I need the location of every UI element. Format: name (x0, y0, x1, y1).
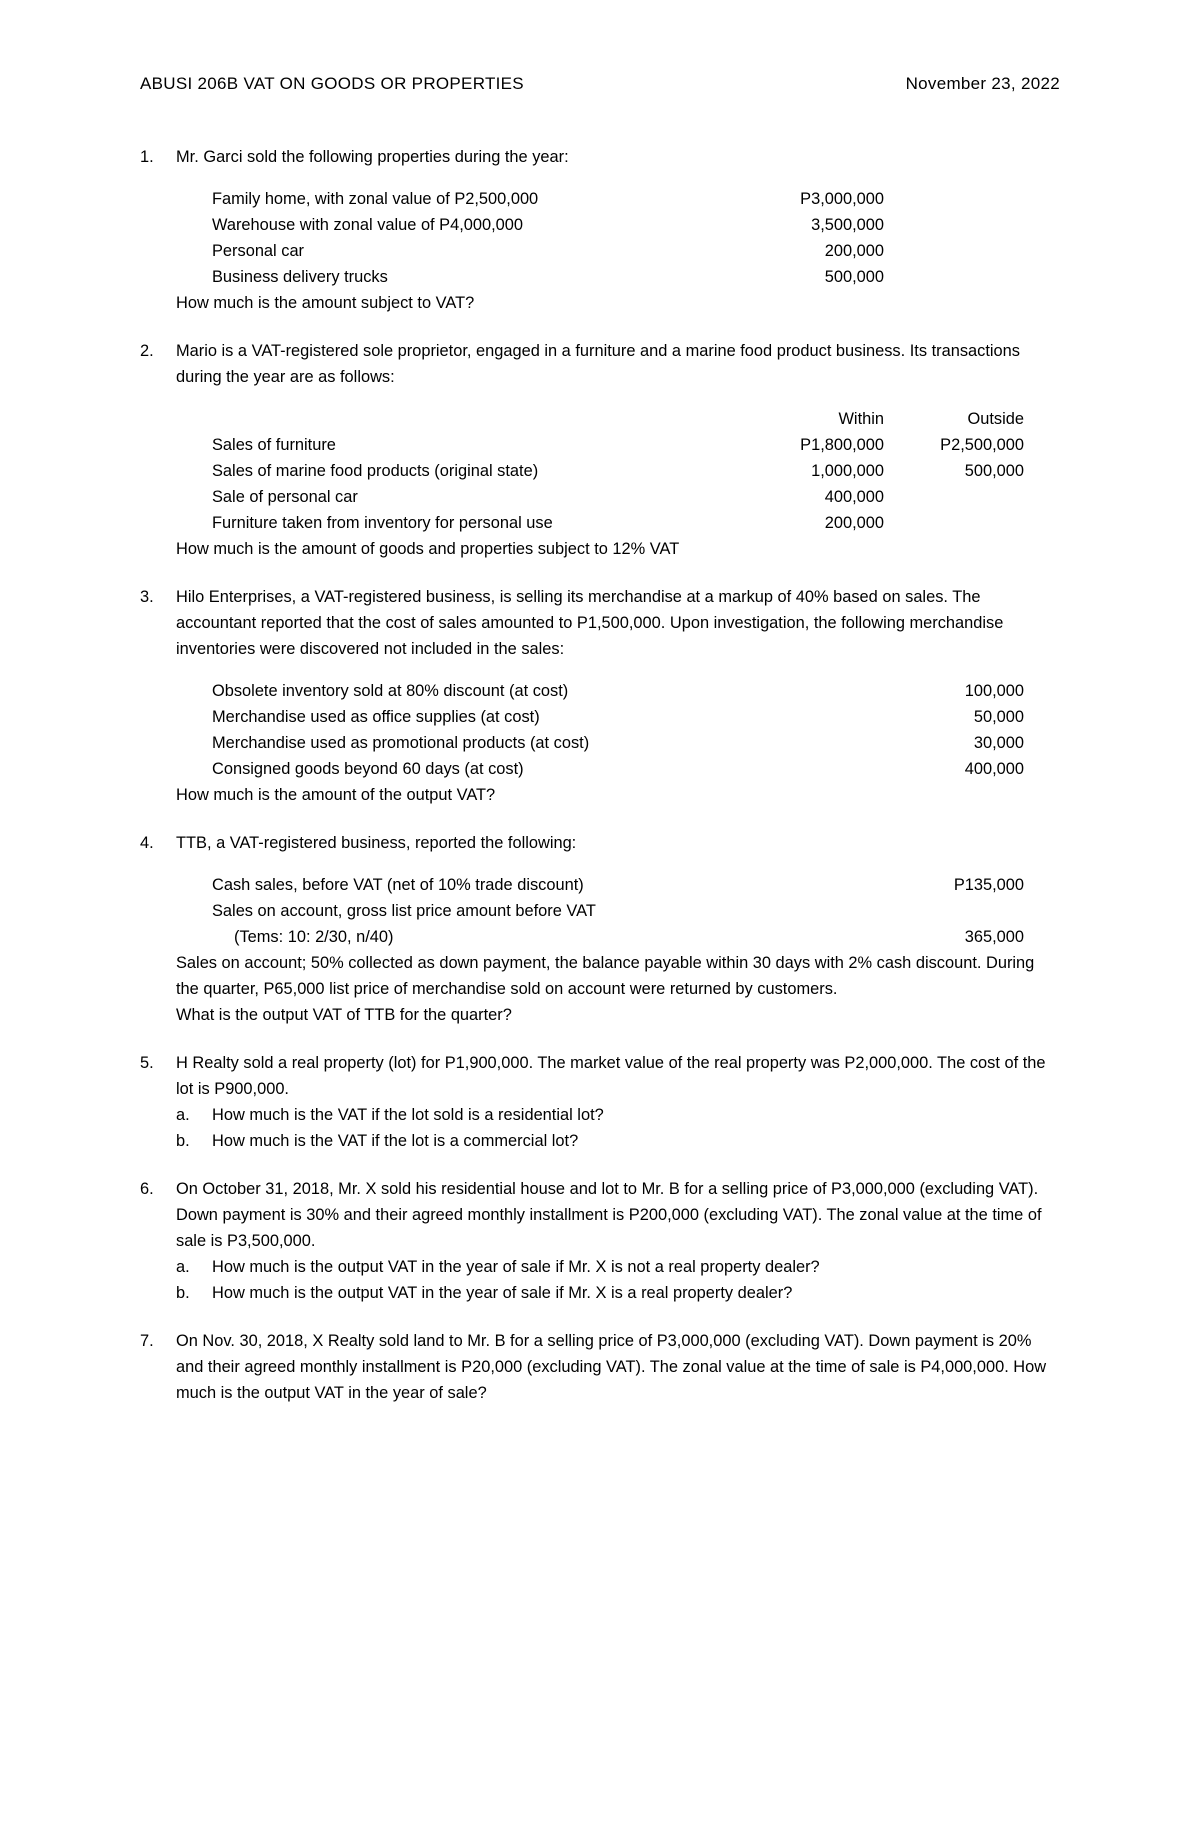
question-prompt: How much is the amount of the output VAT? (176, 786, 496, 804)
question-number: 3. (140, 588, 154, 606)
document-title: ABUSI 206B VAT ON GOODS OR PROPERTIES (140, 74, 524, 93)
table-row: Business delivery trucks 500,000 (212, 268, 884, 286)
sub-question: b. How much is the VAT if the lot is a commercial lot? (176, 1132, 579, 1150)
question-number: 2. (140, 342, 154, 360)
question-3 (140, 584, 1060, 808)
question-text: Mario is a VAT-registered sole proprietor, engaged in a furniture and a marine food product business. Its transactions during the year are as follows: (176, 342, 1020, 386)
page-header (140, 74, 1060, 94)
inventories-table (212, 678, 1060, 782)
sub-question: a. How much is the VAT if the lot sold is a residential lot? (176, 1106, 604, 1124)
question-number: 5. (140, 1054, 154, 1072)
table-row: Furniture taken from inventory for personal use 200,000 (212, 514, 884, 532)
table-row: Consigned goods beyond 60 days (at cost) 400,000 (212, 760, 1024, 778)
question-prompt: What is the output VAT of TTB for the quarter? (176, 1006, 512, 1024)
question-list (140, 144, 1060, 1428)
question-number: 7. (140, 1332, 154, 1350)
question-text: H Realty sold a real property (lot) for P1,900,000. The market value of the real property was P2,000,000. The cost of the lot is P900,000. (176, 1054, 1046, 1098)
table-row: (Tems: 10: 2/30, n/40) 365,000 (234, 928, 1024, 946)
question-5 (140, 1050, 1060, 1154)
question-1 (140, 144, 1060, 316)
table-row: Personal car 200,000 (212, 242, 884, 260)
table-row: Family home, with zonal value of P2,500,000 P3,000,000 (212, 190, 884, 208)
question-prompt: How much is the amount of goods and properties subject to 12% VAT (176, 540, 680, 558)
question-number: 6. (140, 1180, 154, 1198)
sub-question: a. How much is the output VAT in the year of sale if Mr. X is not a real property dealer? (176, 1258, 820, 1276)
question-text: On Nov. 30, 2018, X Realty sold land to Mr. B for a selling price of P3,000,000 (excluding VAT). Down payment is 20% and their agreed monthly installment is P20,000 (excluding VAT). The zonal value at the time of sale is P4,000,000. How much is the output VAT in the year of sale? (176, 1332, 1047, 1402)
question-text: Mr. Garci sold the following properties during the year: (176, 148, 569, 166)
column-header-within: Within (838, 410, 884, 428)
table-row: Sales of marine food products (original state) 1,000,000 500,000 (212, 462, 1024, 480)
table-row: Warehouse with zonal value of P4,000,000 3,500,000 (212, 216, 884, 234)
table-row: Cash sales, before VAT (net of 10% trade discount) P135,000 (212, 876, 1024, 894)
question-6 (140, 1176, 1060, 1306)
question-number: 1. (140, 148, 154, 166)
table-row: Merchandise used as promotional products (at cost) 30,000 (212, 734, 1024, 752)
sales-table (212, 872, 1060, 950)
properties-table (212, 186, 1060, 290)
column-header-outside: Outside (967, 410, 1024, 428)
table-row: Obsolete inventory sold at 80% discount (at cost) 100,000 (212, 682, 1024, 700)
table-row: Sale of personal car 400,000 (212, 488, 884, 506)
table-row: Sales of furniture P1,800,000 P2,500,000 (212, 436, 1024, 454)
question-text: On October 31, 2018, Mr. X sold his residential house and lot to Mr. B for a selling price of P3,000,000 (excluding VAT). Down payment is 30% and their agreed monthly installment is P200,000 (excluding VAT). The zonal value at the time of sale is P3,500,000. (176, 1180, 1042, 1250)
question-text: TTB, a VAT-registered business, reported the following: (176, 834, 577, 852)
question-4 (140, 830, 1060, 1028)
question-note: Sales on account; 50% collected as down payment, the balance payable within 30 days with 2% cash discount. During the quarter, P65,000 list price of merchandise sold on account were returned by customers. (176, 954, 1035, 998)
document-date: November 23, 2022 (905, 74, 1060, 93)
question-prompt: How much is the amount subject to VAT? (176, 294, 475, 312)
question-2 (140, 338, 1060, 562)
question-number: 4. (140, 834, 154, 852)
table-row: Sales on account, gross list price amount before VAT (212, 902, 596, 920)
sub-question: b. How much is the output VAT in the year of sale if Mr. X is a real property dealer? (176, 1284, 793, 1302)
table-header-row (212, 406, 1060, 432)
table-row: Merchandise used as office supplies (at cost) 50,000 (212, 708, 1024, 726)
question-text: Hilo Enterprises, a VAT-registered business, is selling its merchandise at a markup of 40% based on sales. The accountant reported that the cost of sales amounted to P1,500,000. Upon investigation, the following merchandise inventories were discovered not included in the sales: (176, 588, 1004, 658)
question-7 (140, 1328, 1060, 1406)
transactions-table (212, 406, 1060, 536)
